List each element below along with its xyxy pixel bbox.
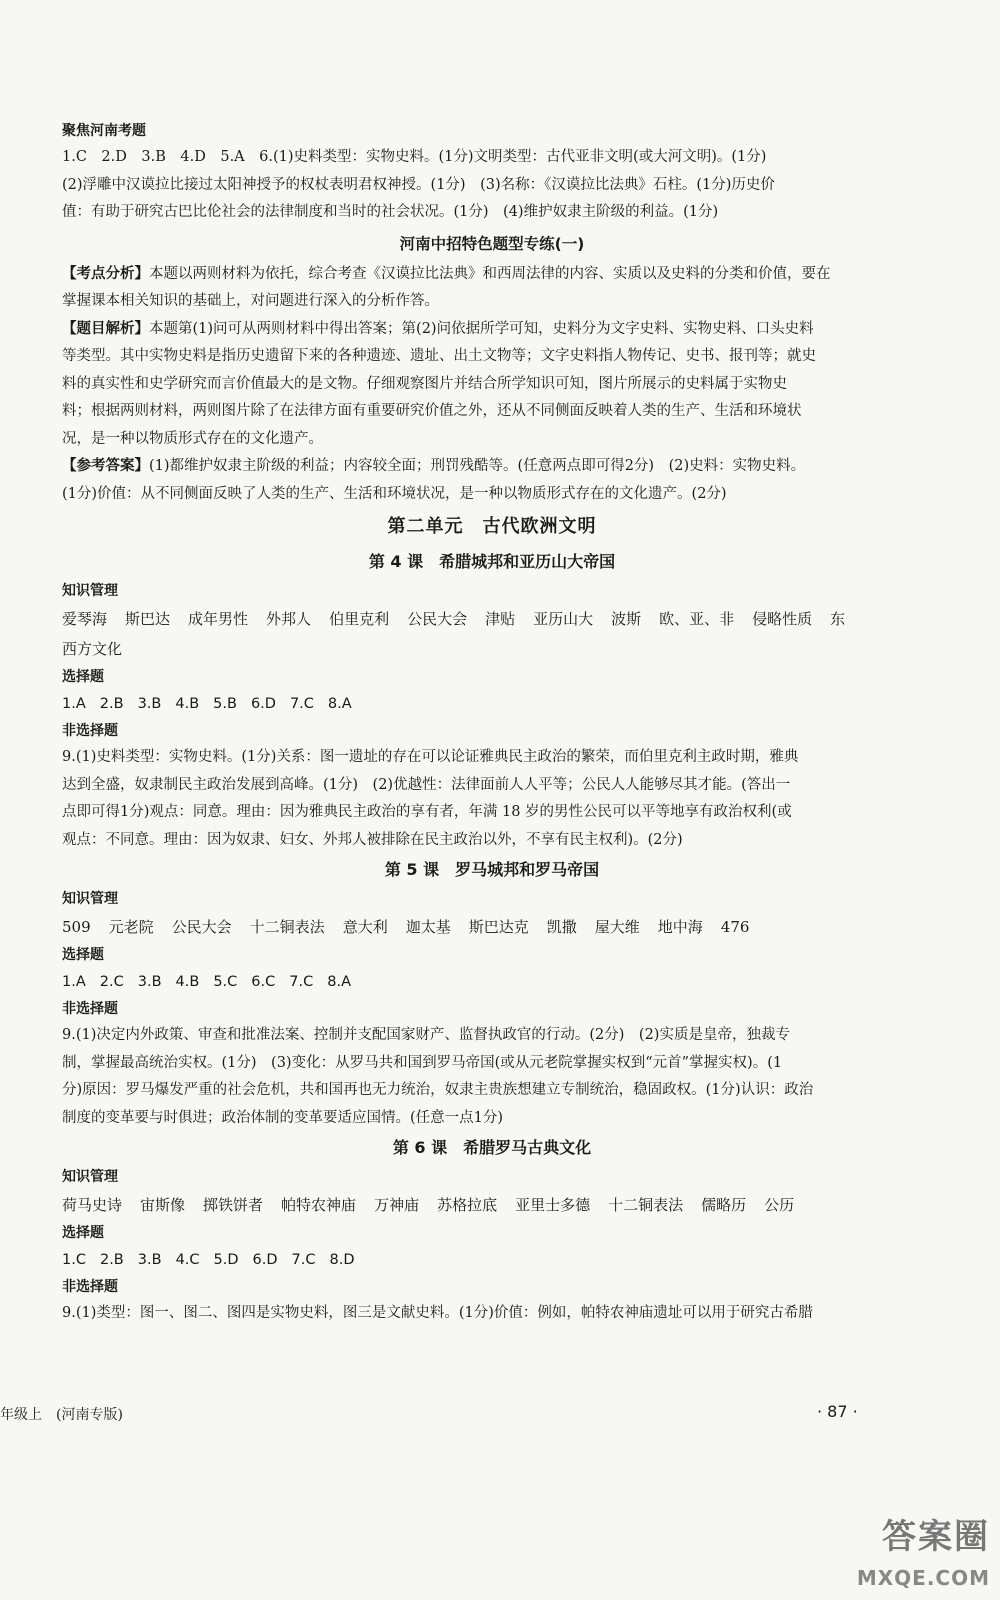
- knowledge-term: 爱琴海: [62, 610, 108, 628]
- parse-line-4: 料；根据两则材料，两则图片除了在法律方面有重要研究价值之外，还从不同侧面反映着人类的生产、生活和环境状: [62, 403, 802, 419]
- knowledge-term: 帕特农神庙: [281, 1196, 357, 1214]
- knowledge-term: 苏格拉底: [437, 1196, 498, 1214]
- knowledge-term: 荷马史诗: [62, 1196, 123, 1214]
- lesson4-choice-answers: [62, 690, 922, 718]
- analysis-label: 【考点分析】: [62, 265, 149, 282]
- watermark-url: MXQE.COM: [856, 1566, 990, 1590]
- knowledge-term: 十二铜表法: [608, 1196, 684, 1214]
- lesson4-nonchoice-line-1: 9.(1)史料类型：实物史料。(1分)关系：图一遗址的存在可以论证雅典民主政治的繁荣，而伯里克利主政时期，雅典: [62, 749, 799, 765]
- knowledge-term: 成年男性: [188, 610, 249, 628]
- choice-answer: 7.C: [289, 974, 314, 990]
- lesson6-knowledge-heading: 知识管理: [62, 1169, 118, 1185]
- answer-text-1: (1)都维护奴隶主阶级的利益；内容较全面；刑罚残酷等。(任意两点即可得2分) (2)史料：实物史料。: [149, 458, 806, 474]
- choice-answer: 3.B: [137, 696, 162, 712]
- choice-answer: 2.B: [99, 696, 124, 712]
- lesson4-nonchoice-line-3: 点即可得1分)观点：同意。理由：因为雅典民主政治的享有者，年满 18 岁的男性公民可以平等地享有政治权利(或: [62, 804, 792, 820]
- knowledge-term: 欧、亚、非: [659, 610, 735, 628]
- knowledge-term: 509: [62, 918, 91, 936]
- lesson5-knowledge-heading: 知识管理: [62, 891, 118, 907]
- knowledge-term: 凯撒: [546, 918, 577, 936]
- lesson5-nonchoice-line-2: 制，掌握最高统治实权。(1分) (3)变化：从罗马共和国到罗马帝国(或从元老院掌握实权到“元首”掌握实权)。(1: [62, 1054, 783, 1071]
- knowledge-term: 儒略历: [701, 1196, 747, 1214]
- knowledge-term: 宙斯像: [140, 1196, 186, 1214]
- knowledge-term: 意大利: [342, 918, 388, 936]
- choice-answer: 8.A: [327, 696, 352, 712]
- choice-answer: 1.C: [62, 1252, 86, 1268]
- knowledge-term: 公民大会: [171, 918, 232, 936]
- lesson6-choice-heading: 选择题: [62, 1225, 104, 1241]
- lesson5-nonchoice-line-4: 制度的变革要与时俱进；政治体制的变革要适应国情。(任意一点1分): [62, 1109, 504, 1126]
- knowledge-term: 东: [830, 610, 846, 628]
- lesson4-nonchoice-line-4: 观点：不同意。理由：因为奴隶、妇女、外邦人被排除在民主政治以外，不享有民主权利)。(2分): [62, 831, 683, 848]
- answer-label: 【参考答案】: [62, 458, 149, 474]
- analysis-line-2: 掌握课本相关知识的基础上，对问题进行深入的分析作答。: [62, 293, 439, 309]
- analysis-text-1: 本题以两则材料为依托，综合考查《汉谟拉比法典》和西周法律的内容、实质以及史料的分类和价值，要在: [149, 265, 831, 282]
- henan-exam-line-3: 值：有助于研究古巴比伦社会的法律制度和当时的社会状况。(1分) (4)维护奴隶主阶级的利益。(1分): [62, 204, 719, 220]
- knowledge-term: 十二铜表法: [249, 918, 325, 936]
- choice-answer: 1.A: [62, 974, 86, 990]
- answer-line-1: [62, 453, 922, 481]
- parse-line-3: 料的真实性和史学研究而言价值最大的是文物。仔细观察图片并结合所学知识可知，图片所展示的史料属于实物史: [62, 375, 787, 392]
- choice-answer: 2.C: [99, 974, 124, 990]
- lesson4-choice-heading: 选择题: [62, 669, 104, 685]
- knowledge-term: 掷铁饼者: [203, 1196, 264, 1214]
- choice-answer: 1.A: [62, 696, 86, 712]
- footer-edition: 年级上 (河南专版): [0, 1407, 123, 1423]
- knowledge-term: 外邦人: [266, 610, 312, 628]
- lesson6-nonchoice-line-1: 9.(1)类型：图一、图二、图四是实物史料，图三是文献史料。(1分)价值：例如，帕特农神庙遗址可以用于研究古希腊: [62, 1305, 813, 1321]
- choice-answer: 7.C: [291, 1252, 316, 1268]
- choice-answer: 6.D: [250, 696, 276, 712]
- parse-line-2: 等类型。其中实物史料是指历史遗留下来的各种遗迹、遗址、出土文物等；文字史料指人物传记、史书、报刊等；就史: [62, 348, 816, 364]
- choice-answer: 3.B: [137, 974, 162, 990]
- knowledge-term: 亚里士多德: [515, 1196, 591, 1214]
- choice-answer: 2.B: [99, 1252, 124, 1268]
- parse-line-5: 况，是一种以物质形式存在的文化遗产。: [62, 430, 323, 447]
- lesson6-nonchoice-heading: 非选择题: [62, 1279, 118, 1295]
- lesson5-nonchoice-line-1: 9.(1)决定内外政策、审查和批准法案、控制并支配国家财产、监督执政官的行动。(2分) (2)实质是皇帝，独裁专: [62, 1027, 790, 1043]
- knowledge-term: 屋大维: [594, 918, 640, 936]
- choice-answer: 4.C: [175, 1252, 200, 1268]
- choice-answer: 4.B: [175, 974, 200, 990]
- lesson4-nonchoice-heading: 非选择题: [62, 723, 118, 739]
- knowledge-term: 斯巴达: [125, 610, 171, 628]
- knowledge-term: 亚历山大: [533, 610, 594, 628]
- knowledge-term: 元老院: [108, 918, 154, 936]
- choice-answer: 8.A: [327, 974, 351, 990]
- lesson5-choice-answers: [62, 968, 922, 996]
- choice-answer: 5.D: [213, 1252, 239, 1268]
- henan-exam-line-2: (2)浮雕中汉谟拉比接过太阳神授予的权杖表明君权神授。(1分) (3)名称：《汉谟拉比法典》石柱。(1分)历史价: [62, 176, 775, 193]
- analysis-line-1: [62, 261, 922, 289]
- choice-answer: 5.B: [213, 696, 237, 712]
- lesson4-terms-line2: 西方文化: [62, 640, 123, 658]
- page-number: · 87 ·: [817, 1402, 858, 1421]
- knowledge-term: 地中海: [657, 918, 703, 936]
- knowledge-term: 侵略性质: [752, 610, 813, 628]
- lesson5-title: 第 5 课 罗马城邦和罗马帝国: [384, 860, 600, 879]
- choice-answer: 4.B: [175, 696, 200, 712]
- lesson5-nonchoice-line-3: 分)原因：罗马爆发严重的社会危机，共和国再也无力统治，奴隶主贵族想建立专制统治，稳固政权。(1分)认识：政治: [62, 1082, 814, 1098]
- choice-answer: 6.D: [252, 1252, 278, 1268]
- watermark-text: 答案圈: [882, 1517, 990, 1557]
- lesson4-knowledge-heading: 知识管理: [62, 583, 118, 599]
- knowledge-term: 波斯: [611, 610, 642, 628]
- lesson4-nonchoice-line-2: 达到全盛，奴隶制民主政治发展到高峰。(1分) (2)优越性：法律面前人人平等；公民人人能够尽其才能。(答出一: [62, 776, 791, 793]
- lesson4-terms: [62, 604, 922, 634]
- knowledge-term: 伯里克利: [329, 610, 390, 628]
- unit-title: 第二单元 古代欧洲文明: [387, 516, 597, 537]
- knowledge-term: 公民大会: [407, 610, 468, 628]
- knowledge-term: 公历: [764, 1196, 795, 1214]
- lesson4-title: 第 4 课 希腊城邦和亚历山大帝国: [368, 552, 616, 571]
- choice-answer: 7.C: [289, 696, 314, 712]
- lesson6-terms: [62, 1190, 922, 1220]
- henan-exam-line-1: 1.C 2.D 3.B 4.D 5.A 6.(1)史料类型：实物史料。(1分)文明类型：古代亚非文明(或大河文明)。(1分): [62, 149, 767, 165]
- knowledge-term: 津贴: [485, 610, 516, 628]
- lesson5-nonchoice-heading: 非选择题: [62, 1001, 118, 1017]
- lesson6-title: 第 6 课 希腊罗马古典文化: [392, 1138, 592, 1157]
- section-heading-henan-exam: 聚焦河南考题: [62, 123, 146, 139]
- lesson5-terms: [62, 912, 922, 942]
- lesson5-choice-heading: 选择题: [62, 947, 104, 963]
- choice-answer: 3.B: [137, 1252, 162, 1268]
- choice-answer: 8.D: [329, 1252, 355, 1268]
- knowledge-term: 476: [720, 918, 750, 936]
- choice-answer: 6.C: [251, 974, 276, 990]
- parse-label: 【题目解析】: [62, 320, 149, 337]
- parse-line-1: [62, 316, 922, 344]
- lesson6-choice-answers: [62, 1246, 922, 1274]
- answer-line-2: (1分)价值：从不同侧面反映了人类的生产、生活和环境状况，是一种以物质形式存在的文化遗产。(2分): [62, 485, 727, 502]
- knowledge-term: 万神庙: [374, 1196, 420, 1214]
- special-practice-title: 河南中招特色题型专练(一): [399, 234, 585, 253]
- parse-text-1: 本题第(1)问可从两则材料中得出答案；第(2)问依据所学可知，史料分为文字史料、实物史料、口头史料: [149, 320, 814, 337]
- answer-page: [62, 118, 922, 1328]
- choice-answer: 5.C: [213, 974, 238, 990]
- knowledge-term: 斯巴达克: [468, 918, 529, 936]
- knowledge-term: 迦太基: [405, 918, 451, 936]
